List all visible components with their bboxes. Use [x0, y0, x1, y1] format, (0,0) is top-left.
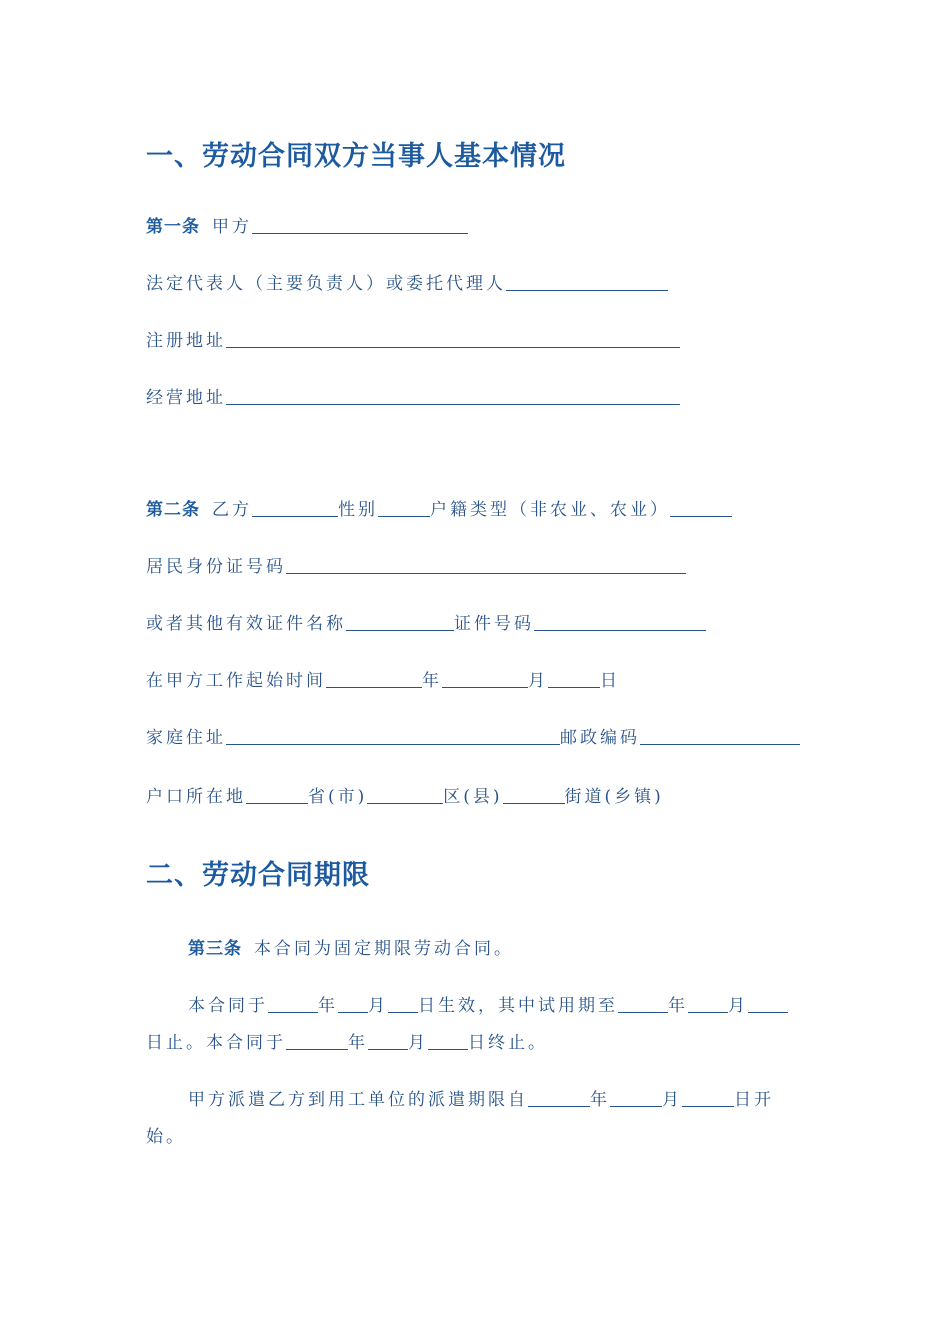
hukou-loc-label: 户口所在地 [146, 787, 246, 807]
gender-field[interactable] [378, 500, 430, 517]
month-label: 月 [728, 996, 748, 1016]
op-addr-label: 经营地址 [146, 388, 226, 408]
dispatch-day-field[interactable] [682, 1090, 734, 1107]
party-b-label: 乙方 [212, 500, 252, 520]
art3-label: 第三条 [188, 939, 242, 959]
district-label: 区(县) [443, 787, 503, 807]
reg-addr-field[interactable] [226, 331, 680, 348]
id-no-field[interactable] [286, 557, 686, 574]
id-no-label: 居民身份证号码 [146, 557, 286, 577]
effective-line [188, 995, 788, 1017]
dispatch-suffix: 日开 [734, 1090, 774, 1110]
party-b-field[interactable] [252, 500, 338, 517]
termination-line [146, 1032, 548, 1054]
other-id-line [146, 613, 706, 635]
start-time-label: 在甲方工作起始时间 [146, 671, 326, 691]
start-time-line [146, 670, 620, 692]
other-id-field[interactable] [346, 614, 454, 631]
street-field[interactable] [503, 787, 565, 804]
end-month-field[interactable] [368, 1033, 408, 1050]
province-label: 省(市) [308, 787, 368, 807]
end-year-field[interactable] [286, 1033, 348, 1050]
year-label: 年 [348, 1033, 368, 1053]
party-a-label: 甲方 [212, 217, 252, 237]
street-label: 街道(乡镇) [564, 787, 664, 807]
effective-month-field[interactable] [338, 996, 368, 1013]
party-a-field[interactable] [252, 217, 468, 234]
reg-addr-label: 注册地址 [146, 331, 226, 351]
hukou-type-label: 户籍类型（非农业、农业） [430, 500, 670, 520]
hukou-loc-line [146, 786, 664, 808]
art1-label: 第一条 [146, 217, 200, 237]
effective-year-field[interactable] [268, 996, 318, 1013]
year-label: 年 [668, 996, 688, 1016]
op-addr-field[interactable] [226, 388, 680, 405]
other-id-label: 或者其他有效证件名称 [146, 614, 346, 634]
year-label: 年 [590, 1090, 610, 1110]
province-field[interactable] [246, 787, 308, 804]
termination-label: 日止。本合同于 [146, 1033, 286, 1053]
year-label: 年 [318, 996, 338, 1016]
year-label: 年 [422, 671, 442, 691]
gender-label: 性别 [338, 500, 378, 520]
art3-line [188, 938, 514, 960]
dispatch-label: 甲方派遣乙方到用工单位的派遣期限自 [188, 1090, 528, 1110]
month-label: 月 [368, 996, 388, 1016]
cert-no-field[interactable] [534, 614, 706, 631]
section1-heading: 一、劳动合同双方当事人基本情况 [146, 141, 566, 172]
rep-field[interactable] [506, 274, 668, 291]
op-addr-line [146, 387, 680, 409]
rep-line [146, 273, 668, 295]
id-no-line [146, 556, 686, 578]
probation-day-field[interactable] [748, 996, 788, 1013]
art2-label: 第二条 [146, 500, 200, 520]
home-addr-label: 家庭住址 [146, 728, 226, 748]
effective-label: 本合同于 [188, 996, 268, 1016]
end-day-field[interactable] [428, 1033, 468, 1050]
dispatch-line [188, 1089, 774, 1111]
probation-year-field[interactable] [618, 996, 668, 1013]
reg-addr-line [146, 330, 680, 352]
home-addr-field[interactable] [226, 728, 560, 745]
month-label: 月 [662, 1090, 682, 1110]
month-label: 月 [528, 671, 548, 691]
hukou-type-field[interactable] [670, 500, 732, 517]
dispatch-end-text: 始。 [146, 1127, 186, 1147]
district-field[interactable] [367, 787, 443, 804]
art1-party-a-line [146, 216, 468, 238]
start-day-field[interactable] [548, 671, 600, 688]
art2-party-b-line [146, 499, 732, 521]
rep-label: 法定代表人（主要负责人）或委托代理人 [146, 274, 506, 294]
start-month-field[interactable] [442, 671, 528, 688]
month-label: 月 [408, 1033, 428, 1053]
cert-no-label: 证件号码 [454, 614, 534, 634]
dispatch-line-end [146, 1126, 186, 1148]
effective-day-field[interactable] [388, 996, 418, 1013]
postcode-field[interactable] [640, 728, 800, 745]
start-year-field[interactable] [326, 671, 422, 688]
day-label: 日 [600, 671, 620, 691]
section2-heading: 二、劳动合同期限 [146, 860, 370, 891]
dispatch-year-field[interactable] [528, 1090, 590, 1107]
termination-suffix: 日终止。 [468, 1033, 548, 1053]
home-addr-line [146, 727, 800, 749]
art3-text: 本合同为固定期限劳动合同。 [254, 939, 514, 959]
probation-label: 日生效，其中试用期至 [418, 996, 618, 1016]
dispatch-month-field[interactable] [610, 1090, 662, 1107]
probation-month-field[interactable] [688, 996, 728, 1013]
postcode-label: 邮政编码 [560, 728, 640, 748]
